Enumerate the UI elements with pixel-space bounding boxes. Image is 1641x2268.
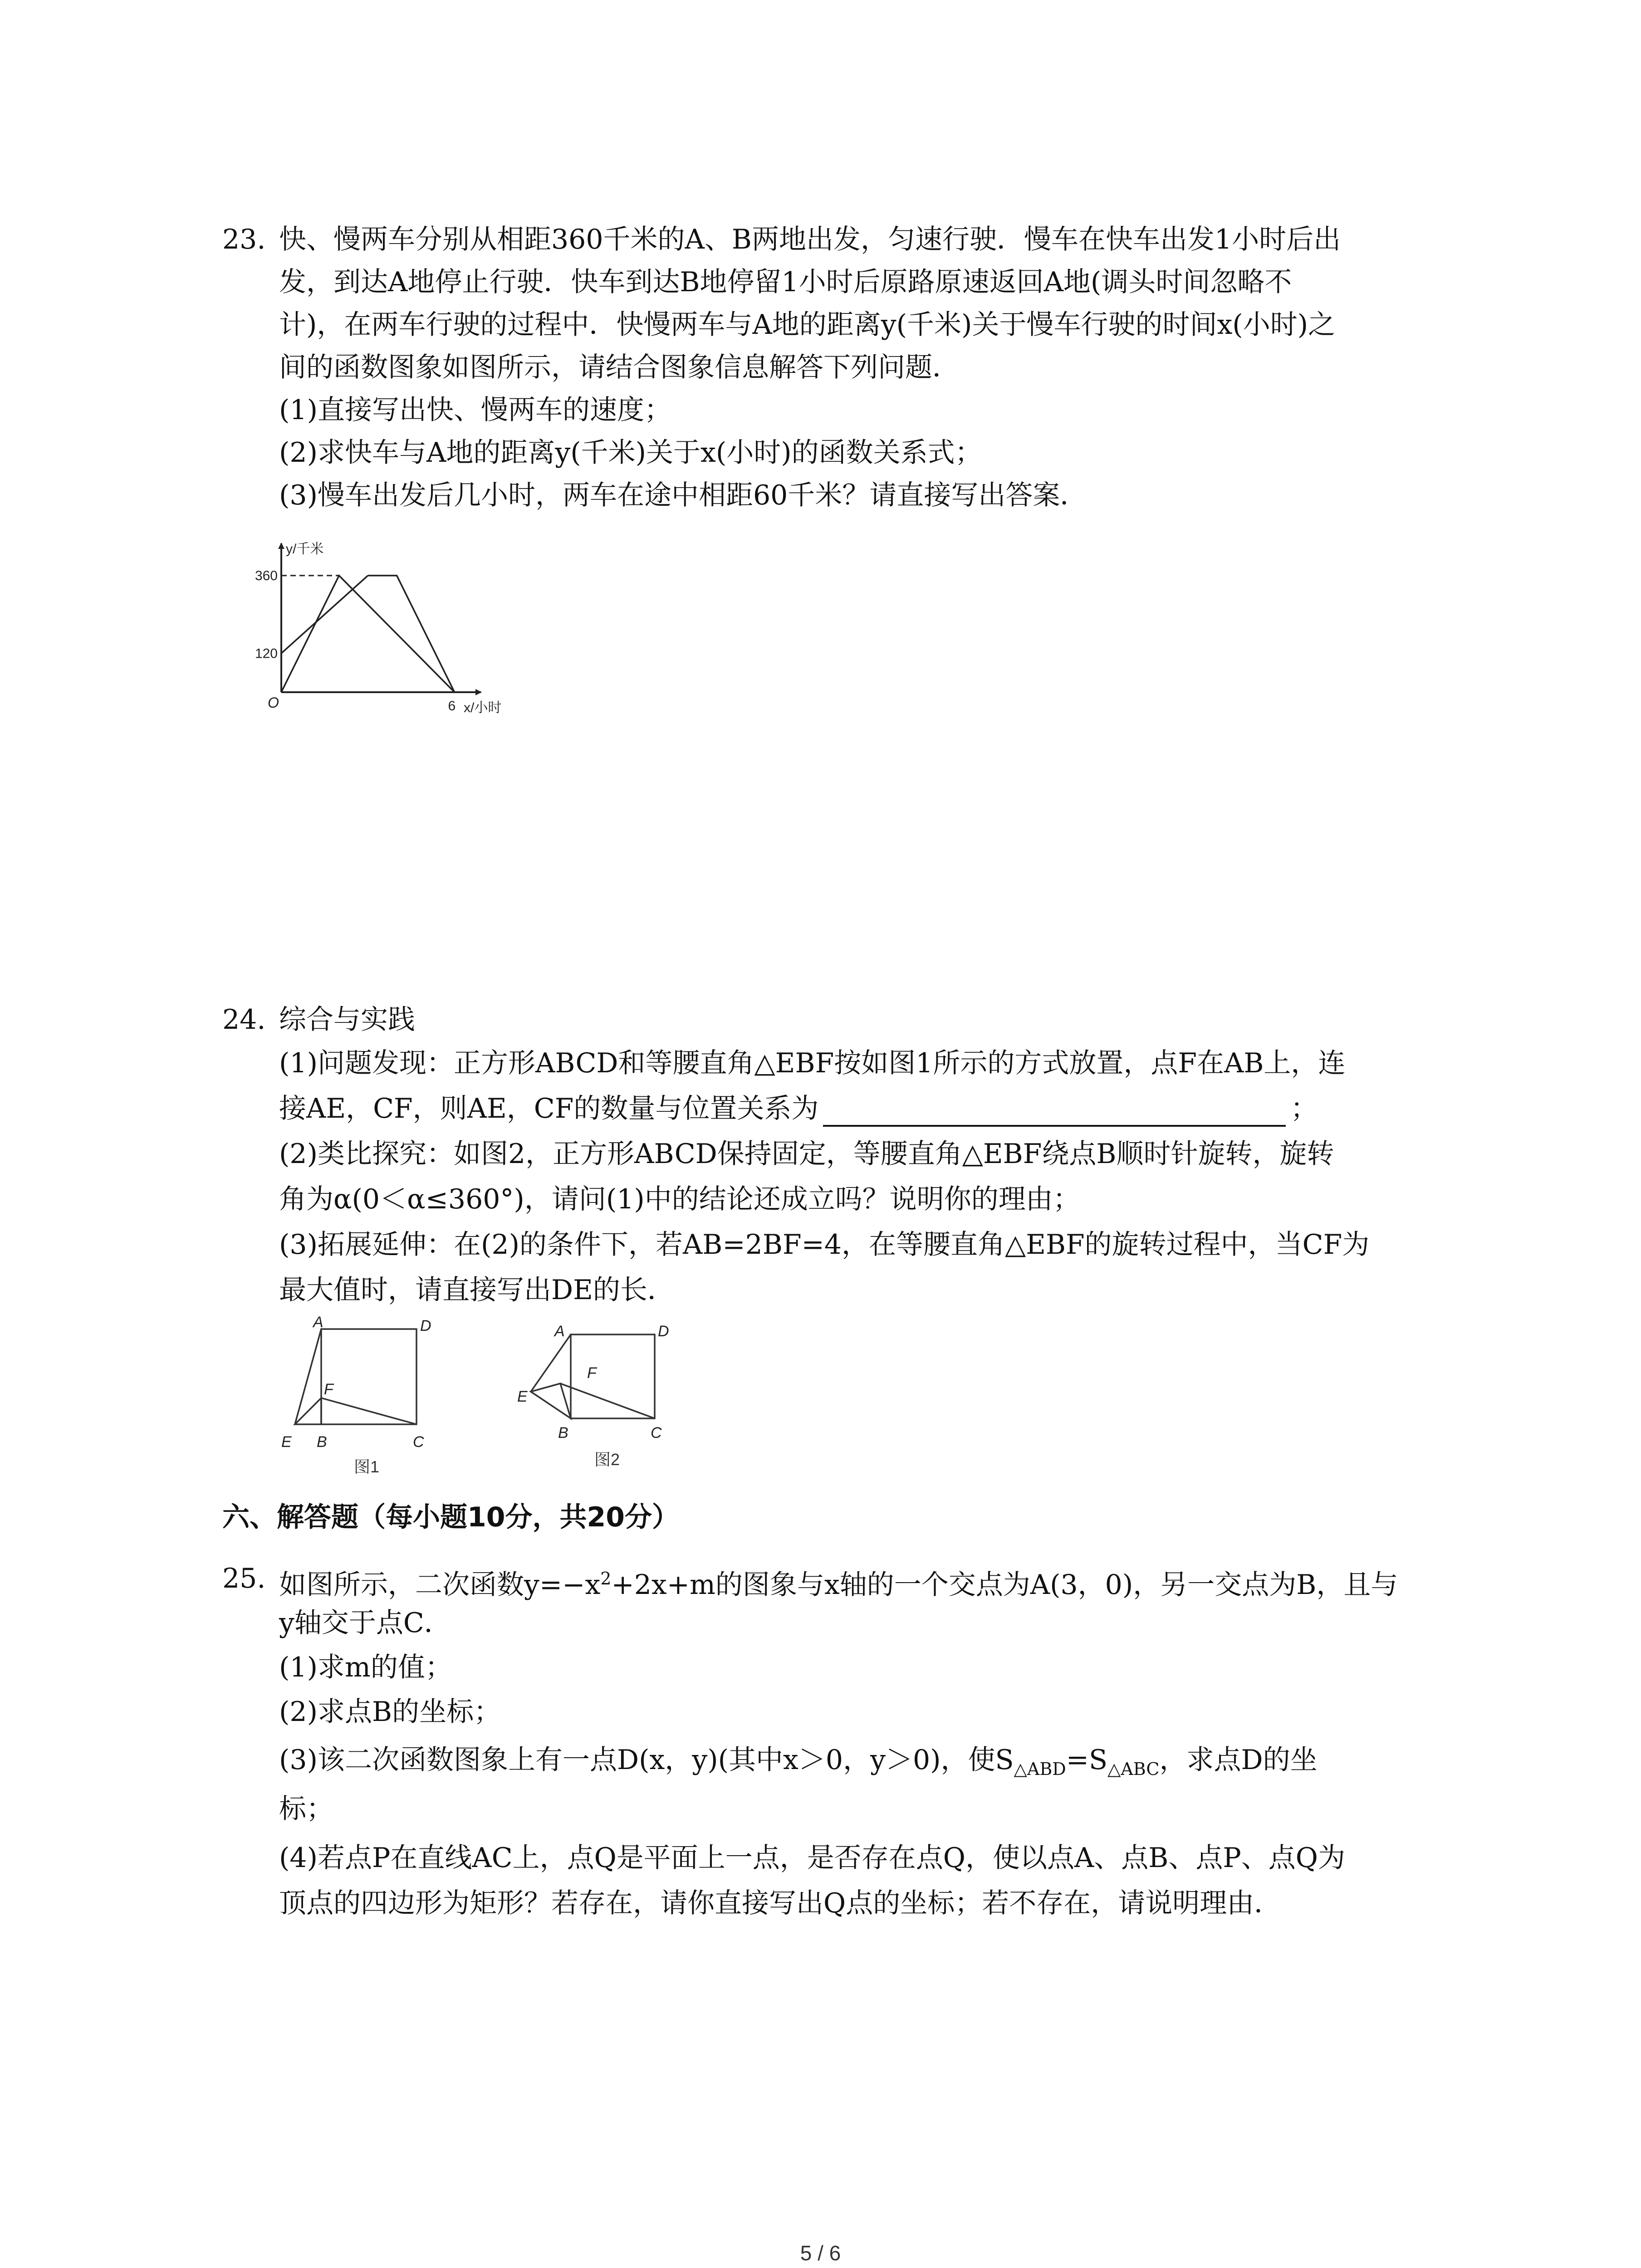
fig1-label-c: C [413, 1433, 424, 1451]
q24-p3-line-1: (3)拓展延伸：在(2)的条件下，若AB=2BF=4，在等腰直角△EBF的旋转过程中，当CF为 [279, 1229, 1370, 1261]
q23-line-2: 发，到达A地停止行驶．快车到达B地停留1小时后原路原速返回A地(调头时间忽略不 [279, 266, 1292, 298]
fig2-label-b: B [558, 1424, 568, 1442]
q23-line-1: 快、慢两车分别从相距360千米的A、B两地出发，匀速行驶．慢车在快车出发1小时后出 [279, 224, 1341, 255]
distance-time-chart [254, 531, 535, 726]
q24-p3-line-2: 最大值时，请直接写出DE的长． [279, 1274, 675, 1306]
fig2-label-d: D [658, 1323, 669, 1340]
y-tick-label-2: 120 [255, 646, 278, 661]
series-line-2 [281, 576, 368, 653]
q25-part-1: (1)求m的值； [279, 1652, 452, 1683]
q25-part-3-line-2: 标； [279, 1793, 333, 1825]
q25-part-3-a: (3)该二次函数图象上有一点D(x，y)(其中x＞0，y＞0)，使S [279, 1744, 1014, 1776]
q25-sub-abc: △ABC [1107, 1759, 1160, 1779]
y-axis-label: y/千米 [286, 542, 324, 557]
fig1-label-b: B [317, 1433, 327, 1451]
q24-p1-line-1: (1)问题发现：正方形ABCD和等腰直角△EBF按如图1所示的方式放置，点F在AB上，连 [279, 1047, 1346, 1079]
fig2-label-f: F [587, 1364, 597, 1382]
q23-part-2: (2)求快车与A地的距离y(千米)关于x(小时)的函数关系式； [279, 437, 982, 469]
fig1-label-d: D [420, 1317, 431, 1334]
fig1-label-e: E [281, 1433, 292, 1451]
q23-number: 23. [222, 224, 266, 255]
q24-p1-line-2 [279, 1090, 1318, 1127]
q25-part-3-line-1 [279, 1742, 1318, 1787]
section-6-heading: 六、解答题（每小题10分，共20分） [222, 1501, 679, 1533]
q25-number: 25. [222, 1563, 266, 1594]
answer-blank[interactable] [823, 1097, 1286, 1127]
fig2-caption: 图2 [594, 1450, 620, 1469]
page-number: 5 / 6 [800, 2241, 841, 2265]
q24-p2-line-1: (2)类比探究：如图2，正方形ABCD保持固定，等腰直角△EBF绕点B顺时针旋转，旋转 [279, 1138, 1334, 1170]
fig1-label-f: F [324, 1381, 333, 1398]
segment-ae [295, 1329, 321, 1424]
y-tick-label-1: 360 [255, 568, 278, 583]
q23-part-1: (1)直接写出快、慢两车的速度； [279, 394, 671, 426]
q24-p1-line-2-end: ； [1290, 1093, 1318, 1124]
series-line-3 [368, 576, 455, 692]
fig1-caption: 图1 [354, 1457, 380, 1476]
x-axis-label: x/小时 [464, 700, 502, 715]
segment-cf [321, 1398, 416, 1424]
q25-exponent: 2 [600, 1569, 612, 1589]
q24-number: 24. [222, 1004, 266, 1036]
q25-line-2: y轴交于点C． [279, 1607, 451, 1639]
fig2-label-c: C [651, 1424, 662, 1442]
fig2-label-e: E [517, 1388, 528, 1405]
q23-line-3: 计)，在两车行驶的过程中．快慢两车与A地的距离y(千米)关于慢车行驶的时间x(小时)之 [279, 309, 1336, 341]
origin-label: O [268, 694, 279, 711]
q25-part-3-c: ，求点D的坐 [1159, 1744, 1318, 1776]
x-tick-label-1: 6 [448, 699, 456, 714]
q25-sub-abd: △ABD [1014, 1759, 1066, 1779]
fig1-label-a: A [313, 1315, 323, 1331]
triangle-ebf [531, 1383, 571, 1418]
q23-line-4: 间的函数图象如图所示，请结合图象信息解答下列问题． [279, 352, 960, 383]
q25-part-3-b: =S [1066, 1744, 1108, 1776]
q25-line-1-a: 如图所示，二次函数y=−x [279, 1569, 601, 1601]
q25-line-1-b: +2x+m的图象与x轴的一个交点为A(3，0)，另一交点为B，且与 [611, 1569, 1398, 1601]
q24-p1-line-2-text: 接AE，CF，则AE，CF的数量与位置关系为 [279, 1093, 819, 1124]
series-line-1 [281, 576, 455, 692]
q25-part-2: (2)求点B的坐标； [279, 1696, 501, 1728]
segment-ae [531, 1334, 571, 1392]
figure-1 [272, 1315, 463, 1479]
square-abcd [321, 1329, 416, 1424]
fig2-label-a: A [554, 1323, 565, 1340]
q25-part-4-line-2: 顶点的四边形为矩形？若存在，请你直接写出Q点的坐标；若不存在，请说明理由． [279, 1887, 1282, 1919]
q24-p2-line-2: 角为α(0＜α≤360°)，请问(1)中的结论还成立吗？说明你的理由； [279, 1183, 1080, 1215]
segment-cf [560, 1383, 655, 1418]
q24-title: 综合与实践 [279, 1004, 415, 1036]
square-abcd [571, 1334, 655, 1418]
q23-part-3: (3)慢车出发后几小时，两车在途中相距60千米？请直接写出答案． [279, 479, 1087, 511]
q25-line-1 [279, 1560, 1398, 1603]
q25-part-4-line-1: (4)若点P在直线AC上，点Q是平面上一点，是否存在点Q，使以点A、点B、点P、点Q为 [279, 1842, 1345, 1874]
figure-2 [513, 1315, 703, 1479]
